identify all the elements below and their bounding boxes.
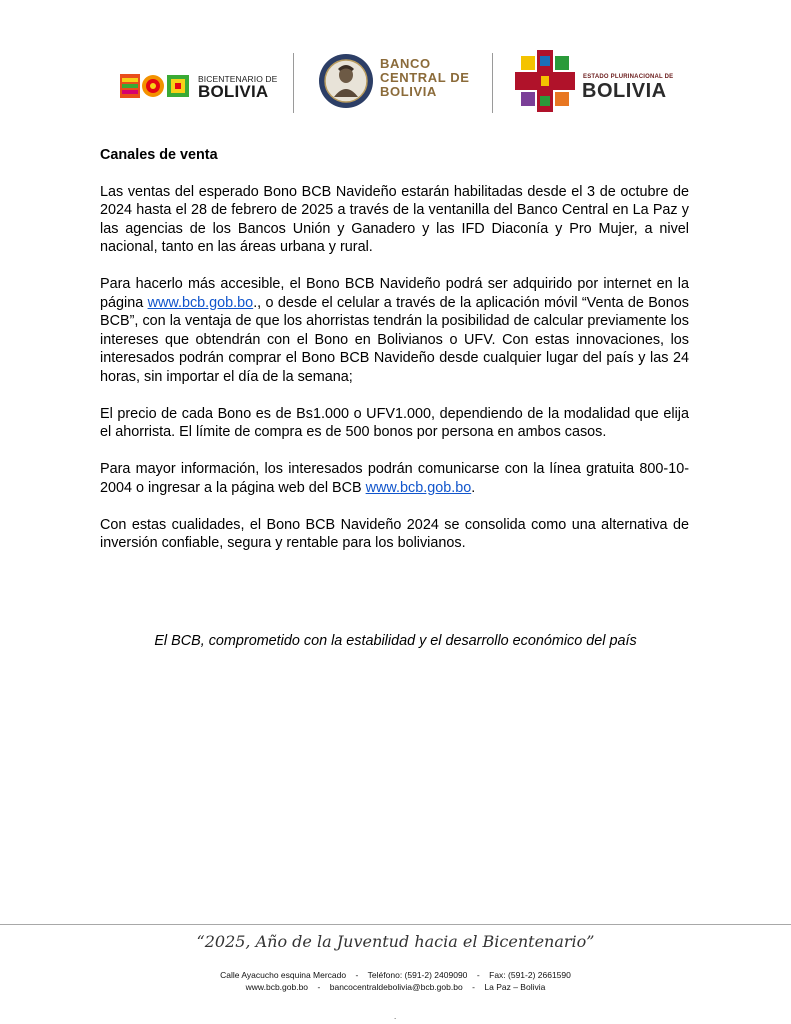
bicentenario-small-text: BICENTENARIO DE bbox=[198, 74, 278, 84]
p2-text-after: ., o desde el celular a través de la aplicación móvil “Venta de Bonos BCB”, con la ventaja de que los ahorristas tendrán la posibilidad de calcular previamente los intereses que obtendrán con el Bono en Bolivianos o UFV. Con estas innovaciones, los interesados podrán comprar el Bono BCB Navideño desde cualquier lugar del país y las 24 horas, sin importar el día de la semana; bbox=[100, 294, 690, 385]
footer-address-line1: Calle Ayacucho esquina Mercado - Teléfono: (591-2) 2409090 - Fax: (591-2) 2661590 bbox=[220, 970, 571, 980]
paragraph-contact bbox=[100, 460, 689, 497]
footer-motto: “2025, Año de la Juventud hacia el Bicentenario” bbox=[196, 932, 595, 951]
closing-statement: El BCB, comprometido con la estabilidad y el desarrollo económico del país bbox=[154, 633, 637, 649]
estado-small-text: ESTADO PLURINACIONAL DE bbox=[583, 74, 674, 80]
paragraph-price: El precio de cada Bono es de Bs1.000 o UFV1.000, dependiendo de la modalidad que elija el ahorrista. El límite de compra es de 500 bonos por persona en ambos casos. bbox=[100, 405, 689, 440]
bcb-name bbox=[380, 57, 470, 99]
paragraph-online-purchase bbox=[100, 275, 689, 386]
letterhead bbox=[0, 45, 791, 125]
footer-address bbox=[0, 969, 791, 993]
page-mark: . bbox=[394, 1012, 397, 1021]
bcb-website-link-2[interactable]: www.bcb.gob.bo bbox=[365, 479, 472, 496]
p4-text-after: . bbox=[471, 479, 476, 496]
bcb-website-link[interactable]: www.bcb.gob.bo bbox=[147, 294, 254, 311]
p2-text-before: Para hacerlo más accesible, el Bono BCB Navideño podrá ser adquirido por internet en la página bbox=[100, 276, 689, 311]
header-divider-right bbox=[492, 53, 493, 113]
paragraph-conclusion: Con estas cualidades, el Bono BCB Navideño 2024 se consolida como una alternativa de inversión confiable, segura y rentable para los bolivianos. bbox=[100, 516, 689, 551]
bcb-name-line3: BOLIVIA bbox=[380, 84, 437, 99]
paragraph-sales-dates: Las ventas del esperado Bono BCB Navideño estarán habilitadas desde el 3 de octubre de 2024 hasta el 28 de febrero de 2025 a través de la ventanilla del Banco Central en La Paz y las agencias de los Bancos Unión y Ganadero y las IFD Diaconía y Pro Mujer, a nivel nacional, tanto en las áreas urbana y rural. bbox=[100, 183, 689, 255]
estado-big-text: BOLIVIA bbox=[582, 80, 667, 102]
footer-address-line2: www.bcb.gob.bo - bancocentraldebolivia@bcb.gob.bo - La Paz – Bolivia bbox=[245, 982, 546, 992]
bcb-seal-icon bbox=[318, 53, 374, 109]
bicentenario-symbol-icon bbox=[120, 72, 195, 100]
section-heading: Canales de venta bbox=[100, 147, 218, 163]
header-divider-left bbox=[293, 53, 294, 113]
bcb-name-line2: CENTRAL DE bbox=[380, 70, 470, 85]
estado-plurinacional-symbol-icon bbox=[515, 50, 575, 112]
footer-divider bbox=[0, 924, 791, 925]
bicentenario-bolivia-logo bbox=[120, 70, 278, 102]
bicentenario-big-text: BOLIVIA bbox=[198, 82, 269, 101]
p4-text-before: Para mayor información, los interesados podrán comunicarse con la línea gratuita 800-10-2004 o ingresar a la página web del BCB bbox=[100, 461, 689, 496]
bcb-name-line1: BANCO bbox=[380, 56, 431, 71]
banco-central-de-bolivia-logo bbox=[318, 53, 478, 117]
estado-plurinacional-logo bbox=[515, 50, 675, 114]
press-release-body bbox=[100, 146, 689, 571]
